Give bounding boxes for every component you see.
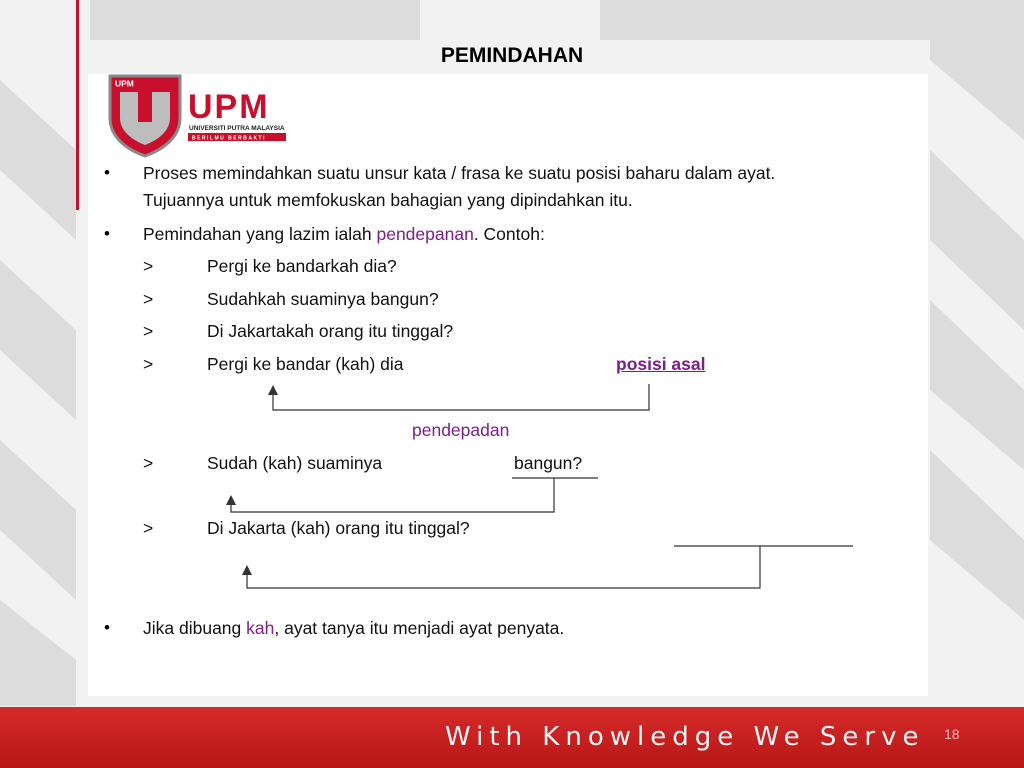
example-5: Sudah (kah) suaminya: [207, 453, 383, 473]
example-marker: >: [143, 354, 154, 374]
arrow-line-1: [273, 384, 649, 410]
footer-slogan: With Knowledge We Serve: [445, 722, 925, 752]
bullet-2-before: Pemindahan yang lazim ialah: [143, 224, 377, 244]
pendepadan-label: pendepadan: [412, 420, 510, 440]
logo-small-label: UPM: [115, 78, 134, 89]
bullet-2-highlight: pendepanan: [376, 224, 474, 244]
logo-motto: BERILMU BERBAKTI: [192, 135, 266, 142]
bullet-1-line-1: Proses memindahkan suatu unsur kata / frasa ke suatu posisi baharu dalam ayat.: [143, 163, 776, 183]
example-marker: >: [143, 256, 154, 276]
example-marker: >: [143, 321, 154, 341]
example-1: Pergi ke bandarkah dia?: [207, 256, 397, 276]
example-4: Pergi ke bandar (kah) dia: [207, 354, 404, 374]
page-number: 18: [944, 726, 960, 742]
bullet-1-line-2: Tujuannya untuk memfokuskan bahagian yang dipindahkan itu.: [143, 190, 633, 210]
logo-university: UNIVERSITI PUTRA MALAYSIA: [189, 125, 285, 132]
example-6: Di Jakarta (kah) orang itu tinggal?: [207, 518, 470, 538]
example-marker: >: [143, 518, 154, 538]
bullet-3-highlight: kah: [246, 618, 275, 638]
bullet-marker: •: [104, 618, 110, 637]
arrow-head-1: [268, 385, 278, 395]
arrow-line-2: [231, 478, 554, 512]
arrow-head-3: [242, 565, 252, 575]
bullet-3-after: , ayat tanya itu menjadi ayat penyata.: [274, 618, 565, 638]
bullet-2-after: . Contoh:: [473, 224, 545, 244]
example-marker: >: [143, 453, 154, 473]
example-3: Di Jakartakah orang itu tinggal?: [207, 321, 454, 341]
example-2: Sudahkah suaminya bangun?: [207, 289, 439, 309]
arrow-head-2: [226, 495, 236, 505]
bullet-3-before: Jika dibuang: [143, 618, 247, 638]
posisi-asal-label: posisi asal: [616, 354, 706, 374]
arrow-line-3: [247, 546, 760, 588]
example-marker: >: [143, 289, 154, 309]
logo-big-label: UPM: [188, 88, 270, 126]
page-title: PEMINDAHAN: [440, 44, 584, 67]
bullet-marker: •: [104, 224, 110, 243]
bangun-label: bangun?: [514, 453, 583, 473]
bullet-marker: •: [104, 163, 110, 182]
